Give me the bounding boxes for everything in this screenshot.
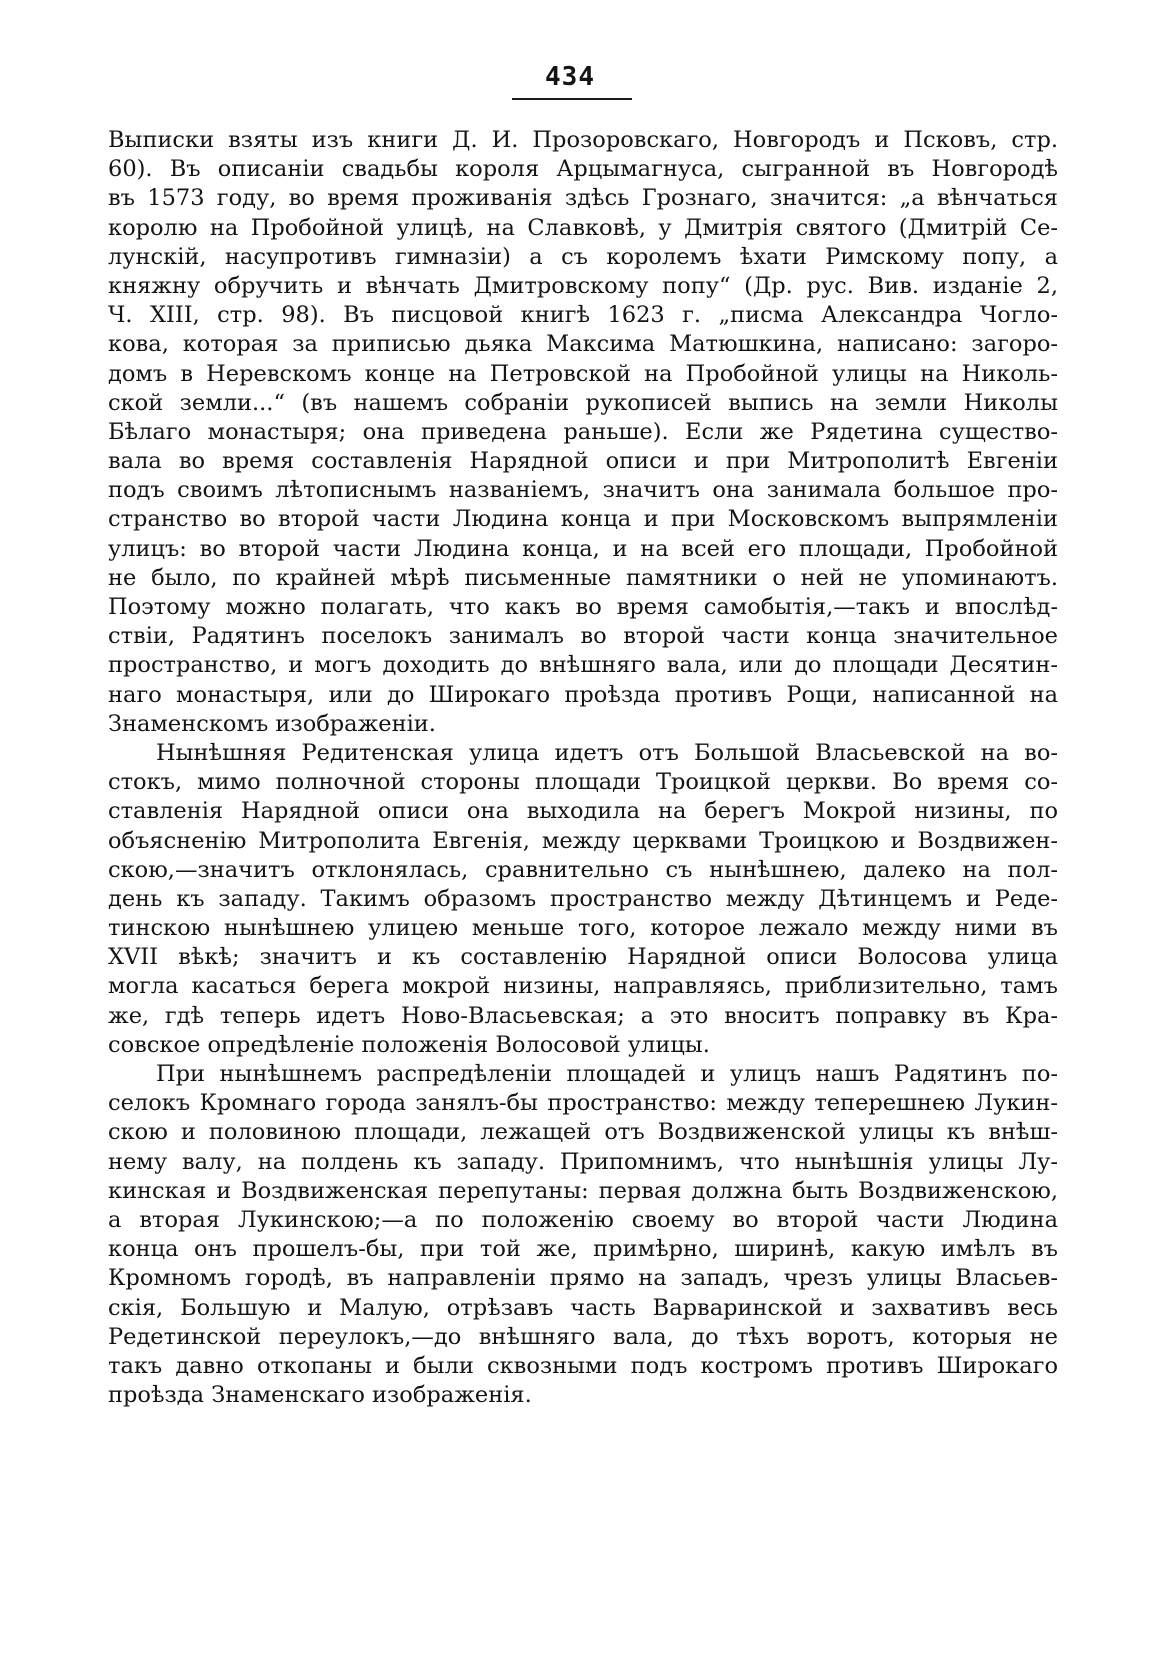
paragraph bbox=[108, 126, 1058, 739]
text-line: стокъ, мимо полночной стороны площади Троицкой церкви. Во время со- bbox=[108, 769, 1058, 796]
text-line: скою и половиною площади, лежащей отъ Воздвиженской улицы къ внѣш- bbox=[108, 1119, 1058, 1146]
text-line: Поэтому можно полагать, что какъ во время самобытія,—такъ и впослѣд- bbox=[108, 594, 1058, 620]
text-line: такъ давно откопаны и были сквозными подъ костромъ противъ Широкаго bbox=[108, 1352, 1058, 1379]
text-line: странство во второй части Людина конца и при Московскомъ выпрямленіи bbox=[108, 506, 1058, 533]
text-line: же, гдѣ теперь идетъ Ново-Власьевская; а это вноситъ поправку въ Кра- bbox=[108, 1002, 1058, 1029]
text-line: При нынѣшнемъ распредѣленіи площадей и улицъ нашъ Радятинъ по- bbox=[156, 1061, 1058, 1087]
text-line: XVII вѣкѣ; значитъ и къ составленію Нарядной описи Волосова улица bbox=[108, 944, 1058, 971]
text-line: Бѣлаго монастыря; она приведена раньше). Если же Рядетина существо- bbox=[108, 418, 1058, 445]
text-line: ствіи, Радятинъ поселокъ занималъ во второй части конца значительное bbox=[108, 623, 1058, 650]
page-number-rule bbox=[512, 98, 632, 100]
paragraph bbox=[108, 739, 1058, 1060]
text-line: тинскою нынѣшнею улицею меньше того, которое лежало между ними въ bbox=[108, 915, 1058, 942]
text-line: Знаменскомъ изображеніи. bbox=[108, 710, 436, 737]
text-line: селокъ Кромнаго города занялъ-бы пространство: между теперешнею Лукин- bbox=[108, 1090, 1058, 1117]
text-line: королю на Пробойной улицѣ, на Славковѣ, у Дмитрія святого (Дмитрій Се- bbox=[108, 214, 1058, 241]
text-line: кинская и Воздвиженская перепутаны: первая должна быть Воздвиженскою, bbox=[108, 1177, 1058, 1204]
text-line: подъ своимъ лѣтописнымъ названіемъ, значитъ она занимала большое про- bbox=[108, 477, 1058, 504]
text-line: Выписки взяты изъ книги Д. И. Прозоровскаго, Новгородъ и Псковъ, стр. bbox=[108, 127, 1058, 153]
text-line: улицъ: во второй части Людина конца, и на всей его площади, Пробойной bbox=[108, 535, 1058, 562]
text-line: вала во время составленія Нарядной описи и при Митрополитѣ Евгеніи bbox=[108, 448, 1058, 475]
text-line: домъ в Неревскомъ конце на Петровской на Пробойной улицы на Николь- bbox=[108, 360, 1058, 387]
text-line: скія, Большую и Малую, отрѣзавъ часть Варваринской и захвативъ весь bbox=[108, 1294, 1058, 1321]
text-line: ской земли...“ (въ нашемъ собраніи рукописей выпись на земли Николы bbox=[108, 389, 1058, 416]
text-line: Ч. XIII, стр. 98). Въ писцовой книгѣ 1623 г. „писма Александра Чогло- bbox=[108, 302, 1058, 329]
text-line: объясненію Митрополита Евгенія, между церквами Троицкою и Воздвижен- bbox=[108, 827, 1058, 854]
text-line: проѣзда Знаменскаго изображенія. bbox=[108, 1382, 532, 1409]
text-line: княжну обручить и вѣнчать Дмитровскому попу“ (Др. рус. Вив. изданіе 2, bbox=[108, 272, 1058, 299]
text-line: наго монастыря, или до Широкаго проѣзда противъ Рощи, написанной на bbox=[108, 681, 1058, 708]
text-line: Нынѣшняя Редитенская улица идетъ отъ Большой Власьевской на во- bbox=[156, 739, 1058, 766]
text-line: ставленія Нарядной описи она выходила на берегъ Мокрой низины, по bbox=[108, 798, 1058, 825]
text-line: совское опредѣленіе положенія Волосовой улицы. bbox=[108, 1031, 710, 1058]
text-line: пространство, и могъ доходить до внѣшняго вала, или до площади Десятин- bbox=[108, 652, 1058, 679]
text-line: день къ западу. Такимъ образомъ пространство между Дѣтинцемъ и Реде- bbox=[108, 885, 1058, 912]
text-line: могла касаться берега мокрой низины, направляясь, приблизительно, тамъ bbox=[108, 973, 1058, 1000]
text-line: не было, по крайней мѣрѣ письменные памятники о ней не упоминаютъ. bbox=[108, 564, 1058, 591]
text-line: лунскій, насупротивъ гимназіи) а съ королемъ ѣхати Римскому попу, а bbox=[108, 243, 1058, 270]
text-line: Редетинской переулокъ,—до внѣшняго вала, до тѣхъ воротъ, которыя не bbox=[108, 1323, 1058, 1350]
text-line: а вторая Лукинскою;—а по положенію своему во второй части Людина bbox=[108, 1206, 1058, 1233]
text-line: конца онъ прошелъ-бы, при той же, примѣрно, ширинѣ, какую имѣлъ въ bbox=[108, 1236, 1058, 1263]
text-line: Кромномъ городѣ, въ направленіи прямо на западъ, чрезъ улицы Власьев- bbox=[108, 1265, 1058, 1292]
text-line: кова, которая за приписью дьяка Максима Матюшкина, написано: загоро- bbox=[108, 331, 1058, 358]
paragraph bbox=[108, 1060, 1058, 1410]
page-number: 434 bbox=[545, 62, 595, 92]
text-line: нему валу, на полдень къ западу. Припомнимъ, что нынѣшнія улицы Лу- bbox=[108, 1148, 1058, 1175]
text-line: 60). Въ описаніи свадьбы короля Арцымагнуса, сыгранной въ Новгородѣ bbox=[108, 156, 1058, 183]
text-body bbox=[108, 126, 1058, 1410]
text-line: скою,—значитъ отклонялась, сравнительно съ нынѣшнею, далеко на пол- bbox=[108, 856, 1058, 883]
text-line: въ 1573 году, во время проживанія здѣсь Грознаго, значится: „а вѣнчаться bbox=[108, 185, 1058, 212]
